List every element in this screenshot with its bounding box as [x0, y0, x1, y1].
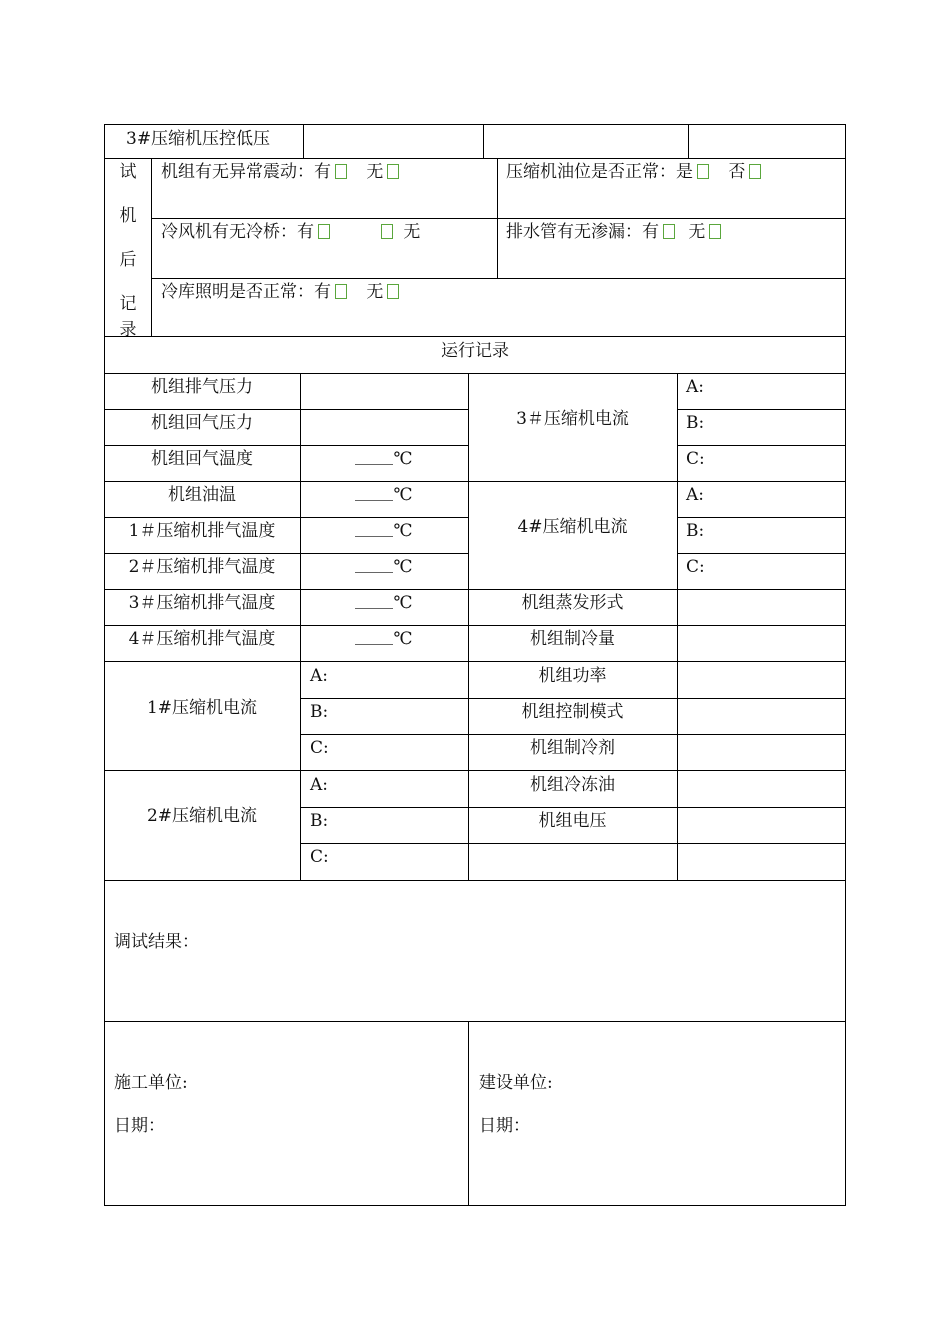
comp1-phase-a[interactable]: A:	[310, 666, 329, 686]
label-refrigerant: 机组制冷剂	[530, 738, 615, 758]
label-comp4-current: 4#压缩机电流	[517, 517, 628, 537]
construction-date-label: 日期：	[114, 1116, 165, 1136]
checkbox-vibration-yes[interactable]	[335, 164, 347, 179]
value-suction-pressure[interactable]	[301, 410, 467, 444]
comp2-phase-c[interactable]: C:	[310, 847, 329, 867]
checkbox-cold-bridge-no[interactable]	[381, 224, 393, 239]
comp4-phase-b[interactable]: B:	[686, 521, 705, 541]
label-oil-temp: 机组油温	[168, 485, 236, 505]
value-discharge-pressure[interactable]	[301, 374, 467, 408]
label-unit-power: 机组功率	[538, 666, 607, 686]
comp4-phase-a[interactable]: A:	[686, 485, 705, 505]
comp3-phase-b[interactable]: B:	[686, 413, 705, 433]
checkbox-lighting-yes[interactable]	[335, 284, 347, 299]
cold-bridge-question: 冷风机有无冷桥：有 无	[161, 222, 421, 242]
result-input-area[interactable]	[210, 890, 830, 1010]
label-comp4-discharge-temp: 4＃压缩机排气温度	[128, 629, 276, 649]
value-comp2-discharge-temp[interactable]: ℃	[300, 556, 468, 578]
construction-unit-label: 施工单位:	[114, 1073, 188, 1093]
label-unit-voltage: 机组电压	[538, 811, 607, 831]
vibration-question: 机组有无异常震动：有 无	[161, 161, 403, 183]
comp1-phase-b[interactable]: B:	[310, 702, 329, 722]
client-date-label: 日期：	[479, 1116, 530, 1136]
label-comp1-current: 1#压缩机电流	[146, 698, 258, 718]
label-comp3-discharge-temp: 3＃压缩机排气温度	[128, 593, 276, 613]
oil-level-question: 压缩机油位是否正常：是 否	[506, 161, 765, 183]
comp1-phase-c[interactable]: C:	[310, 738, 329, 758]
label-suction-pressure: 机组回气压力	[151, 413, 253, 433]
comp4-phase-c[interactable]: C:	[686, 557, 705, 577]
header-value-cell-3[interactable]	[689, 125, 845, 157]
lighting-question: 冷库照明是否正常：有 无	[161, 281, 403, 303]
checkbox-lighting-no[interactable]	[387, 284, 399, 299]
label-comp2-discharge-temp: 2＃压缩机排气温度	[128, 557, 276, 577]
label-comp2-current: 2#压缩机电流	[146, 806, 258, 826]
run-record-title: 运行记录	[441, 341, 509, 361]
checkbox-cold-bridge-yes[interactable]	[318, 224, 330, 239]
header-value-cell-1[interactable]	[304, 125, 482, 157]
value-comp4-discharge-temp[interactable]: ℃	[300, 628, 468, 650]
value-suction-temp[interactable]: ℃	[300, 448, 468, 470]
label-control-mode: 机组控制模式	[521, 702, 624, 722]
label-comp1-discharge-temp: 1＃压缩机排气温度	[128, 521, 276, 541]
checkbox-oil-yes[interactable]	[697, 164, 709, 179]
label-evaporation-type: 机组蒸发形式	[521, 593, 624, 613]
checkbox-drain-no[interactable]	[709, 224, 721, 239]
value-comp1-discharge-temp[interactable]: ℃	[300, 520, 468, 542]
checkbox-vibration-no[interactable]	[387, 164, 399, 179]
post-test-side-label: 试 机 后 记 录	[119, 162, 137, 336]
comp3-phase-a[interactable]: A:	[686, 377, 705, 397]
drain-leak-question: 排水管有无渗漏：有 无	[506, 221, 725, 243]
label-discharge-pressure: 机组排气压力	[151, 377, 253, 397]
header-value-cell-2[interactable]	[484, 125, 687, 157]
header-row-label: 3#压缩机压控低压	[126, 129, 271, 149]
comp3-phase-c[interactable]: C:	[686, 449, 705, 469]
checkbox-drain-yes[interactable]	[663, 224, 675, 239]
label-suction-temp: 机组回气温度	[151, 449, 253, 469]
value-oil-temp[interactable]: ℃	[300, 484, 468, 506]
label-refrigeration-oil: 机组冷冻油	[530, 775, 615, 795]
checkbox-oil-no[interactable]	[749, 164, 761, 179]
result-label: 调试结果：	[114, 932, 199, 952]
value-comp3-discharge-temp[interactable]: ℃	[300, 592, 468, 614]
comp2-phase-a[interactable]: A:	[310, 775, 329, 795]
client-unit-label: 建设单位:	[479, 1073, 553, 1093]
label-cooling-capacity: 机组制冷量	[530, 629, 615, 649]
comp2-phase-b[interactable]: B:	[310, 811, 329, 831]
label-comp3-current: 3＃压缩机电流	[516, 409, 629, 429]
